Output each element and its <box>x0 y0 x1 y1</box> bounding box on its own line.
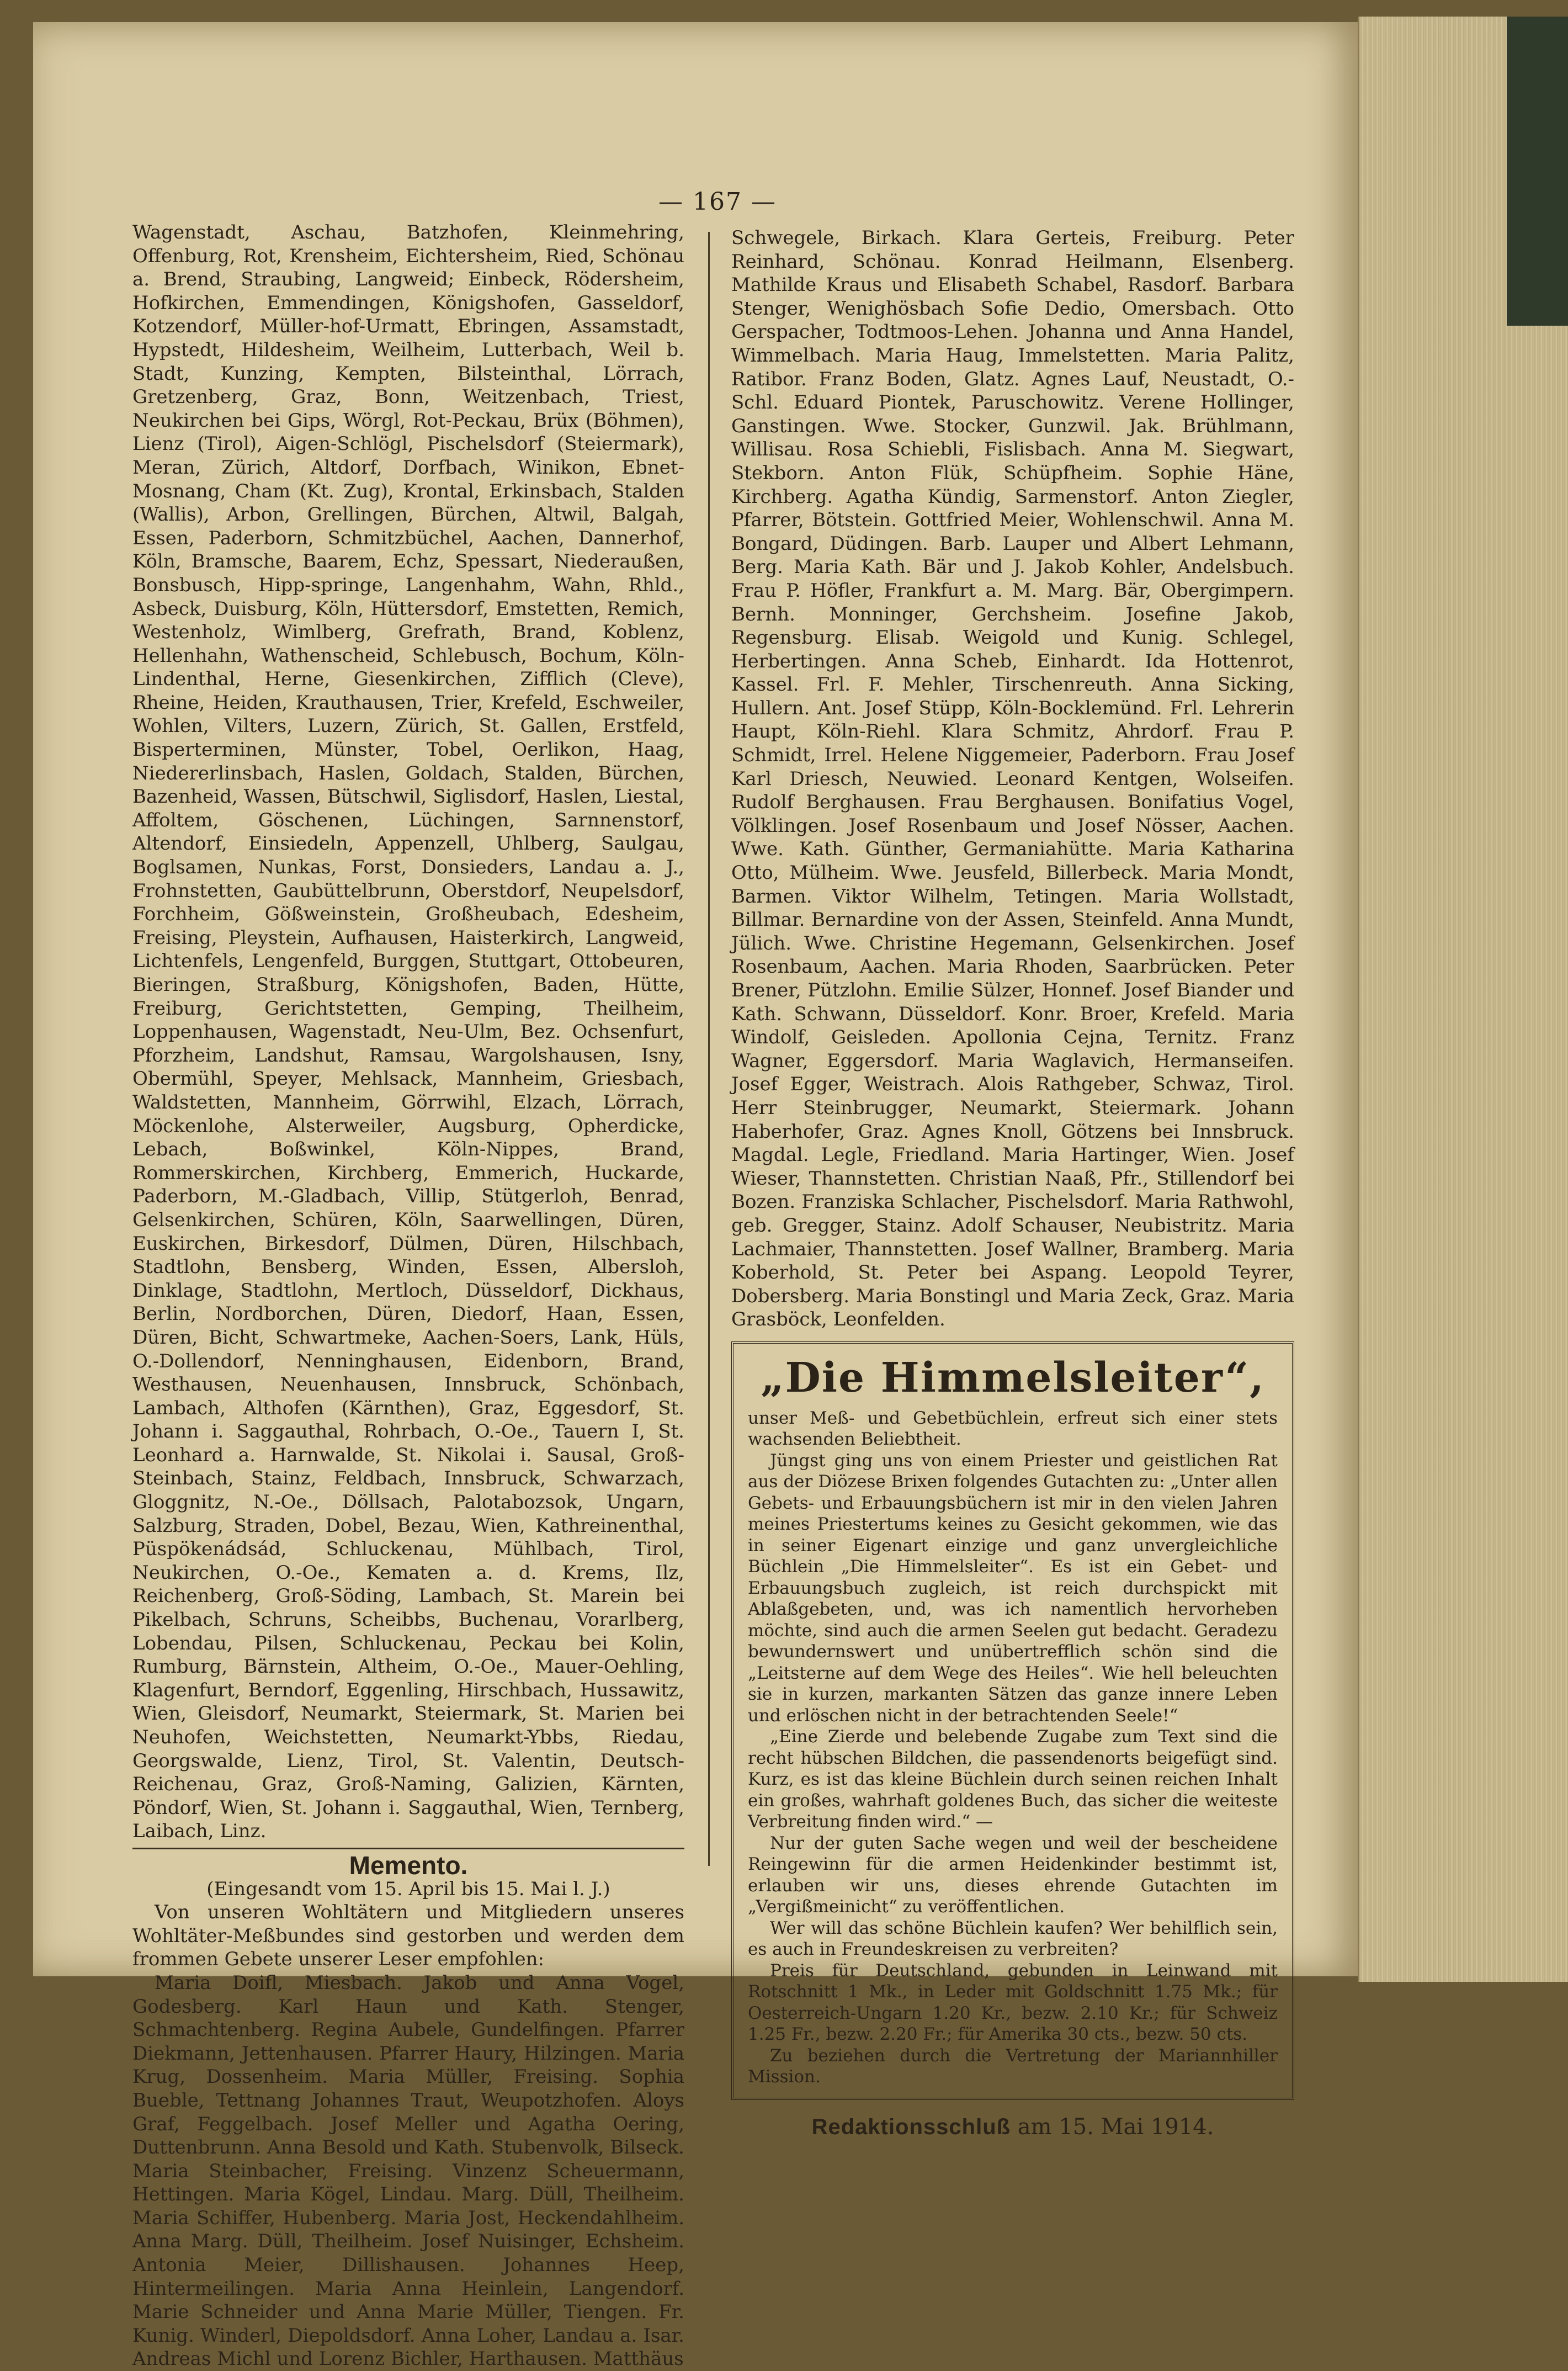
book-cover-corner <box>1507 17 1568 326</box>
ad-paragraph: unser Meß- und Gebetbüchlein, erfreut sich einer stets wachsenden Beliebtheit. <box>748 1408 1278 1450</box>
page-number: — 167 — <box>658 188 777 216</box>
ad-price-paragraph: Preis für Deutschland, gebunden in Leinwand mit Rotschnitt 1 Mk., in Leder mit Goldschnitt 1.75 Mk.; für Oesterreich-Ungarn 1.20 Kr., bezw. 2.10 Kr.; für Schweiz 1.25 Fr., bezw. 2.20 Fr.; für Amerika 30 cts., bezw. 50 cts. <box>748 1960 1278 2045</box>
left-column <box>132 221 684 2371</box>
deceased-names-continued: Schwegele, Birkach. Klara Gerteis, Freiburg. Peter Reinhard, Schönau. Konrad Heilmann, Elsenberg. Mathilde Kraus und Elisabeth Schabel, Rasdorf. Barbara Stenger, Wenighösbach Sofie Dedio, Omersbach. Otto Gerspacher, Todtmoos-Lehen. Johanna und Anna Handel, Wimmelbach. Maria Haug, Immelstetten. Maria Palitz, Ratibor. Franz Boden, Glatz. Agnes Lauf, Neustadt, O.-Schl. Eduard Piontek, Paruschowitz. Verene Hollinger, Ganstingen. Wwe. Stocker, Gunzwil. Jak. Brühlmann, Willisau. Rosa Schiebli, Fislisbach. Anna M. Siegwart, Stekborn. Anton Flük, Schüpfheim. Sophie Häne, Kirchberg. Agatha Kündig, Sarmenstorf. Anton Ziegler, Pfarrer, Bötstein. Gottfried Meier, Wohlenschwil. Anna M. Bongard, Düdingen. Barb. Lauper und Albert Lehmann, Berg. Maria Kath. Bär und J. Jakob Kohler, Andelsbuch. Frau P. Höfler, Frankfurt a. M. Marg. Bär, Obergimpern. Bernh. Monninger, Gerchsheim. Josefine Jakob, Regensburg. Elisab. Weigold und Kunig. Schlegel, Herbertingen. Anna Scheb, Einhardt. Ida Hottenrot, Kassel. Frl. F. Mehler, Tirschenreuth. Anna Sicking, Hullern. Ant. Josef Stüpp, Köln-Bocklemünd. Frl. Lehrerin Haupt, Köln-Riehl. Klara Schmitz, Ahrdorf. Frau P. Schmidt, Irrel. Helene Niggemeier, Paderborn. Frau Josef Karl Driesch, Neuwied. Leonard Kentgen, Wolseifen. Rudolf Berghausen. Frau Berghausen. Bonifatius Vogel, Völklingen. Josef Rosenbaum und Josef Nösser, Aachen. Wwe. Kath. Günther, Germaniahütte. Maria Katharina Otto, Mülheim. Wwe. Jeusfeld, Billerbeck. Maria Mondt, Barmen. Viktor Wilhelm, Tetingen. Maria Wollstadt, Billmar. Bernardine von der Assen, Steinfeld. Anna Mundt, Jülich. Wwe. Christine Hegemann, Gelsenkirchen. Josef Rosenbaum, Aachen. Maria Rhoden, Saarbrücken. Peter Brener, Pützlohn. Emilie Sülzer, Honnef. Josef Biander und Kath. Schwann, Düsseldorf. Konr. Broer, Krefeld. Maria Windolf, Geisleden. Apollonia Cejna, Ternitz. Franz Wagner, Eggersdorf. Maria Waglavich, Hermanseifen. Josef Egger, Weistrach. Alois Rathgeber, Schwaz, Tirol. Herr Steinbrugger, Neumarkt, Steiermark. Johann Haberhofer, Graz. Agnes Knoll, Götzens bei Innsbruck. Magdal. Legle, Friedland. Maria Hartinger, Wien. Josef Wieser, Thannstetten. Christian Naaß, Pfr., Stillendorf bei Bozen. Franziska Schlacher, Pischelsdorf. Maria Rathwohl, geb. Gregger, Stainz. Adolf Schauser, Neubistritz. Maria Lachmaier, Thannstetten. Josef Wallner, Bramberg. Maria Koberhold, St. Peter bei Aspang. Leopold Teyrer, Dobersberg. Maria Bonstingl und Maria Zeck, Graz. Maria Grasböck, Leonfelden. <box>731 227 1294 1331</box>
ad-title: „Die Himmelsleiter“, <box>761 1354 1265 1402</box>
memento-names: Maria Doifl, Miesbach. Jakob und Anna Vogel, Godesberg. Karl Haun und Kath. Stenger, Schmachtenberg. Regina Aubele, Gundelfingen. Pfarrer Diekmann, Jettenhausen. Pfarrer Haury, Hilzingen. Maria Krug, Dossenheim. Maria Müller, Freising. Sophia Bueble, Tettnang Johannes Traut, Weupotzhofen. Aloys Graf, Feggelbach. Josef Meller und Agatha Oering, Duttenbrunn. Anna Besold und Kath. Stubenvolk, Bilseck. Maria Steinbacher, Freising. Vinzenz Scheuermann, Hettingen. Maria Kögel, Lindau. Marg. Düll, Theilheim. Maria Schiffer, Hubenberg. Maria Jost, Heckendahlheim. Anna Marg. Düll, Theilheim. Josef Nuisinger, Echsheim. Antonia Meier, Dillishausen. Johannes Heep, Hintermeilingen. Maria Anna Heinlein, Langendorf. Marie Schneider und Anna Marie Müller, Tiengen. Fr. Kunig. Winderl, Diepoldsdorf. Anna Loher, Landau a. Isar. Andreas Michl und Lorenz Bichler, Harthausen. Matthäus <box>132 1971 684 2370</box>
memento-subtitle: (Eingesandt vom 15. April bis 15. Mai l. J.) <box>206 1877 610 1900</box>
ad-paragraph: „Eine Zierde und belebende Zugabe zum Text sind die recht hübschen Bildchen, die passendenorts beigefügt sind. Kurz, es ist das kleine Büchlein durch seinen reichen Inhalt ein großes, wahrhaft goldenes Buch, das sicher die weiteste Verbreitung finden wird.“ — <box>748 1727 1278 1832</box>
memento-intro: Von unseren Wohltätern und Mitgliedern unseres Wohltäter-Meßbundes sind gestorben und werden dem frommen Gebete unserer Leser empfohlen: <box>132 1901 684 1971</box>
ad-paragraph: Zu beziehen durch die Vertretung der Mariannhiller Mission. <box>748 2045 1278 2087</box>
column-divider <box>708 232 710 1866</box>
section-rule <box>132 1848 684 1849</box>
memento-title: Memento. <box>349 1850 468 1880</box>
editorial-deadline-date: am 15. Mai 1914. <box>1011 2114 1214 2140</box>
advertisement-box <box>731 1341 1294 2100</box>
editorial-deadline <box>731 2115 1294 2139</box>
ad-paragraph: Jüngst ging uns von einem Priester und geistlichen Rat aus der Diözese Brixen folgendes Gutachten zu: „Unter allen Gebets- und Erbauungsbüchern ist mir in den vielen Jahren meines Priestertums keines zu Gesicht gekommen, wie das in seiner Eigenart einzige und ganz unvergleichliche Büchlein „Die Himmelsleiter“. Es ist ein Gebet- und Erbauungsbuch zugleich, ist reich durchspickt mit Ablaßgebeten, und, was ich namentlich hervorheben möchte, sind auch die armen Seelen gut bedacht. Geradezu bewundernswert und unübertrefflich schön sind die „Leitsterne auf dem Wege des Heiles“. Wie hell beleuchten sie in kurzen, markanten Sätzen das ganze innere Leben und erlöschen nicht in der betrachtenden Seele!“ <box>748 1450 1278 1726</box>
place-list: Wagenstadt, Aschau, Batzhofen, Kleinmehring, Offenburg, Rot, Krensheim, Eichtersheim, Ried, Schönau a. Brend, Straubing, Langweid; Einbeck, Rödersheim, Hofkirchen, Emmendingen, Königshofen, Gasseldorf, Kotzendorf, Müller-hof-Urmatt, Ebringen, Assamstadt, Hypstedt, Hildesheim, Weilheim, Lutterbach, Weil b. Stadt, Kunzing, Kempten, Bilsteinthal, Lörrach, Gretzenberg, Graz, Bonn, Weitzenbach, Triest, Neukirchen bei Gips, Wörgl, Rot-Peckau, Brüx (Böhmen), Lienz (Tirol), Aigen-Schlögl, Pischelsdorf (Steiermark), Meran, Zürich, Altdorf, Dorfbach, Winikon, Ebnet-Mosnang, Cham (Kt. Zug), Krontal, Erkinsbach, Stalden (Wallis), Arbon, Grellingen, Bürchen, Altwil, Balgah, Essen, Paderborn, Schmitzbüchel, Aachen, Dannerhof, Köln, Bramsche, Baarem, Echz, Spessart, Niederaußen, Bonsbusch, Hipp-springe, Langenhahm, Wahn, Rhld., Asbeck, Duisburg, Köln, Hüttersdorf, Emstetten, Remich, Westenholz, Wimlberg, Grefrath, Brand, Koblenz, Hellenhahn, Wathenscheid, Schlebusch, Bochum, Köln-Lindenthal, Herne, Giesenkirchen, Zifflich (Cleve), Rheine, Heiden, Krauthausen, Trier, Krefeld, Eschweiler, Wohlen, Vilters, Luzern, Zürich, St. Gallen, Erstfeld, Bisperterminen, Münster, Tobel, Oerlikon, Haag, Niedererlinsbach, Haslen, Goldach, Stalden, Bürchen, Bazenheid, Wassen, Bütschwil, Siglisdorf, Haslen, Liestal, Affoltem, Göschenen, Lüchingen, Sarnnenstorf, Altendorf, Einsiedeln, Appenzell, Uhlberg, Saulgau, Boglsamen, Nunkas, Forst, Donsieders, Landau a. J., Frohnstetten, Gaubüttelbrunn, Oberstdorf, Neupelsdorf, Forchheim, Gößweinstein, Großheubach, Edesheim, Freising, Pleystein, Aufhausen, Haisterkirch, Langweid, Lichtenfels, Lengenfeld, Burggen, Stuttgart, Ottobeuren, Bieringen, Straßburg, Königshofen, Baden, Hütte, Freiburg, Gerichtstetten, Gemping, Theilheim, Loppenhausen, Wagenstadt, Neu-Ulm, Bez. Ochsenfurt, Pforzheim, Landshut, Ramsau, Wargolshausen, Isny, Obermühl, Speyer, Mehlsack, Mannheim, Griesbach, Waldstetten, Mannheim, Görrwihl, Elzach, Lörrach, Möckenlohe, Alsterweiler, Augsburg, Opherdicke, Lebach, Boßwinkel, Köln-Nippes, Brand, Rommerskirchen, Kirchberg, Emmerich, Huckarde, Paderborn, M.-Gladbach, Villip, Stütgerloh, Benrad, Gelsenkirchen, Schüren, Köln, Saarwellingen, Düren, Euskirchen, Birkesdorf, Dülmen, Düren, Hilschbach, Stadtlohn, Bensberg, Winden, Essen, Albersloh, Dinklage, Stadtlohn, Mertloch, Düsseldorf, Dickhaus, Berlin, Nordborchen, Düren, Diedorf, Haan, Essen, Düren, Bicht, Schwartmeke, Aachen-Soers, Lank, Hüls, O.-Dollendorf, Nenninghausen, Eidenborn, Brand, Westhausen, Neuenhausen, Innsbruck, Schönbach, Lambach, Althofen (Kärnthen), Graz, Eggesdorf, St. Johann i. Saggauthal, Rohrbach, O.-Oe., Tauern I, St. Leonhard a. Harnwalde, St. Nikolai i. Sausal, Groß-Steinbach, Stainz, Feldbach, Innsbruck, Schwarzach, Gloggnitz, N.-Oe., Döllsach, Palotabozsok, Ungarn, Salzburg, Straden, Dobel, Bezau, Wien, Kathreinenthal, Püspökenádsád, Schluckenau, Mühlbach, Tirol, Neukirchen, O.-Oe., Kematen a. d. Krems, Ilz, Reichenberg, Groß-Söding, Lambach, St. Marein bei Pikelbach, Schruns, Scheibbs, Buchenau, Vorarlberg, Lobendau, Pilsen, Schluckenau, Peckau bei Kolin, Rumburg, Bärnstein, Altheim, O.-Oe., Mauer-Oehling, Klagenfurt, Berndorf, Eggenling, Hirschbach, Hussawitz, Wien, Gleisdorf, Neumarkt, Steiermark, St. Marien bei Neuhofen, Weichstetten, Neumarkt-Ybbs, Riedau, Georgswalde, Lienz, Tirol, St. Valentin, Deutsch-Reichenau, Graz, Groß-Naming, Galizien, Kärnten, Pöndorf, Wien, St. Johann i. Saggauthal, Wien, Ternberg, Laibach, Linz. <box>132 221 684 1843</box>
editorial-deadline-label: Redaktionsschluß <box>811 2114 1011 2139</box>
ad-paragraph: Wer will das schöne Büchlein kaufen? Wer behilflich sein, es auch in Freundeskreisen zu verbreiten? <box>748 1918 1278 1960</box>
ad-paragraph: Nur der guten Sache wegen und weil der bescheidene Reingewinn für die armen Heidenkinder bestimmt ist, erlauben wir uns, dieses ehrende Gutachten im „Vergißmeinicht“ zu veröffentlichen. <box>748 1833 1278 1917</box>
right-column <box>731 226 1294 2139</box>
